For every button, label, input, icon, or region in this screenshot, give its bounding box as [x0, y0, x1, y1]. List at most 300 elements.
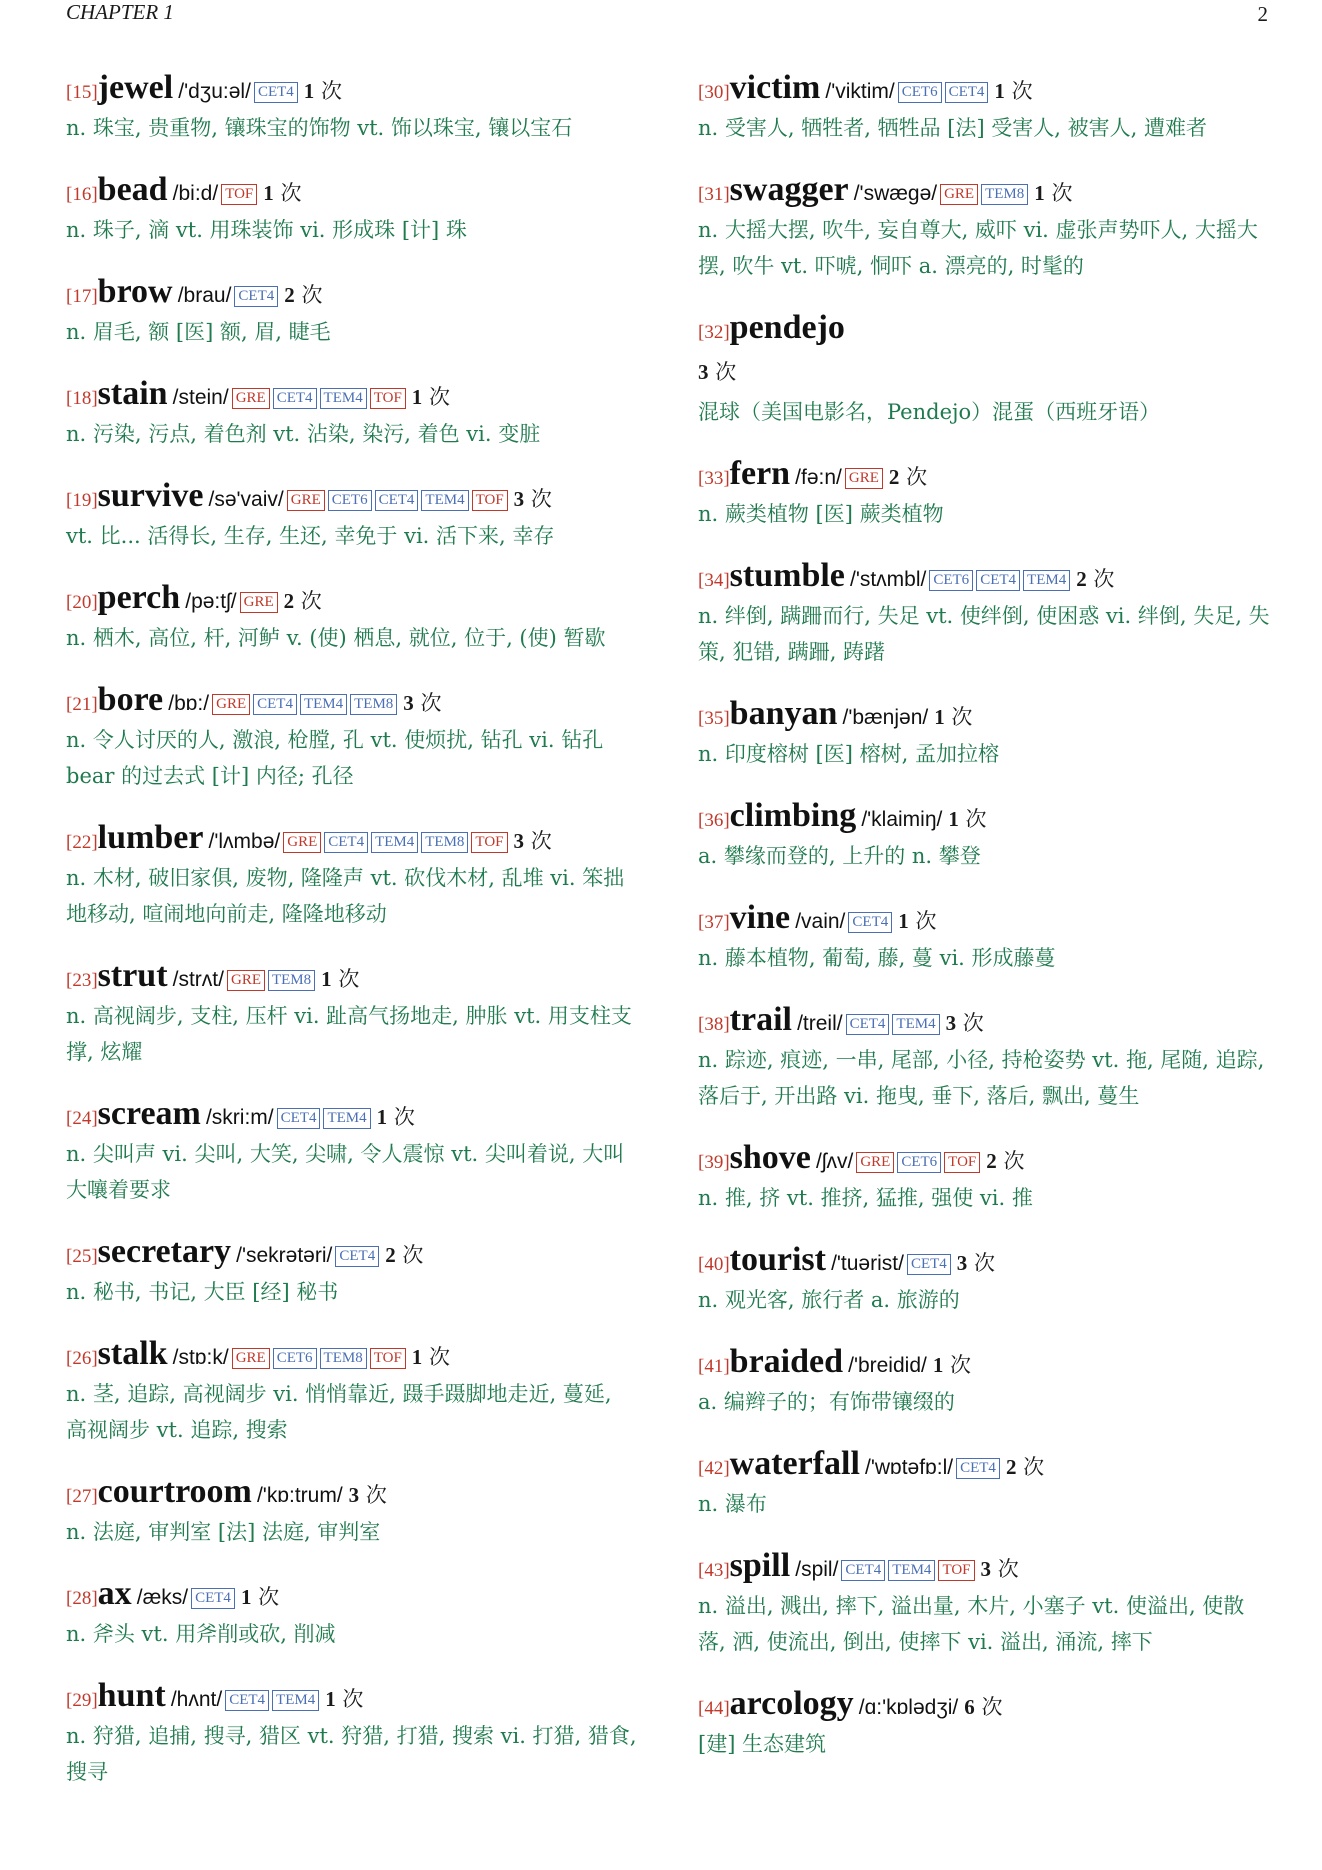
entry-word: scream [97, 1095, 201, 1132]
count-number: 3 [513, 829, 524, 853]
exam-tag: TEM8 [421, 832, 468, 853]
count-unit: 次 [950, 1353, 972, 1377]
exam-tag: TEM8 [350, 694, 397, 715]
entry-phonetic: /ɑ:'kɒlədʒi/ [858, 1696, 959, 1719]
entry-index: [27] [66, 1486, 98, 1507]
count-number: 1 [898, 909, 909, 933]
exam-tag: TOF [944, 1152, 980, 1173]
entry-phonetic: /'swægə/ [853, 182, 938, 205]
frequency-count [986, 1149, 1024, 1173]
entry-header [66, 270, 638, 314]
entry-definition: n. 法庭, 审判室 [法] 法庭, 审判室 [66, 1520, 381, 1544]
exam-tag: CET6 [929, 570, 973, 591]
entry-index: [18] [66, 388, 98, 409]
count-number: 1 [376, 1105, 388, 1129]
vocab-entry [698, 66, 1270, 146]
entry-header [66, 372, 638, 416]
count-number: 1 [303, 79, 315, 103]
vocab-entry [698, 168, 1270, 284]
entry-word: courtroom [97, 1473, 252, 1510]
entry-header [66, 1674, 638, 1718]
entry-index: [30] [698, 82, 730, 103]
count-number: 2 [888, 465, 900, 489]
exam-tag: CET6 [898, 82, 942, 103]
frequency-count [321, 967, 359, 991]
entry-phonetic: /'klaimiŋ/ [861, 808, 943, 831]
entry-phonetic: /treil/ [797, 1012, 843, 1035]
exam-tag: GRE [232, 388, 270, 409]
count-unit: 次 [320, 79, 342, 103]
frequency-count [948, 807, 986, 831]
frequency-count [933, 1353, 971, 1377]
entry-header [698, 306, 1270, 350]
entry-word: spill [729, 1547, 791, 1584]
entry-index: [43] [698, 1560, 730, 1581]
vocab-entry [698, 794, 1270, 874]
vocab-entry [698, 1238, 1270, 1318]
count-number: 3 [698, 360, 709, 384]
entry-header [66, 168, 638, 212]
frequency-count [284, 589, 322, 613]
count-unit: 次 [1093, 567, 1115, 591]
entry-word: pendejo [729, 309, 845, 346]
entry-definition: n. 蕨类植物 [医] 蕨类植物 [698, 502, 944, 526]
vocab-entry [66, 576, 638, 656]
entry-phonetic: /stein/ [172, 386, 229, 409]
exam-tag: TEM4 [1023, 570, 1070, 591]
vocab-entry [66, 816, 638, 932]
exam-tag: TEM4 [320, 388, 367, 409]
entry-header [698, 1340, 1270, 1384]
entry-word: survive [97, 477, 204, 514]
frequency-count [325, 1687, 363, 1711]
exam-tag: CET4 [375, 490, 419, 511]
entry-word: jewel [97, 69, 174, 106]
vocab-entry [698, 692, 1270, 772]
vocab-entry [66, 1332, 638, 1448]
vocab-entry [66, 270, 638, 350]
entry-header [698, 1442, 1270, 1486]
exam-tag: GRE [287, 490, 325, 511]
entry-index: [25] [66, 1246, 98, 1267]
exam-tag: TOF [221, 184, 257, 205]
entry-phonetic: /'lʌmbə/ [208, 830, 281, 853]
exam-tag: TEM4 [300, 694, 347, 715]
count-number: 1 [411, 385, 423, 409]
entry-word: perch [97, 579, 181, 616]
count-number: 6 [964, 1695, 975, 1719]
entry-definition: n. 大摇大摆, 吹牛, 妄自尊大, 威吓 vi. 虚张声势吓人, 大摇大摆, 吹牛 vt. 吓唬, 恫吓 a. 漂亮的, 时髦的 [698, 218, 1258, 278]
count-number: 2 [1005, 1455, 1017, 1479]
count-unit: 次 [965, 807, 987, 831]
entry-word: brow [97, 273, 173, 310]
vocab-entry [698, 1682, 1270, 1762]
entry-phonetic: /vain/ [795, 910, 846, 933]
exam-tag: GRE [240, 592, 278, 613]
vocab-entry [698, 306, 1270, 430]
count-unit: 次 [1003, 1149, 1025, 1173]
count-unit: 次 [420, 691, 442, 715]
exam-tag: TEM4 [371, 832, 418, 853]
exam-tag: TOF [938, 1560, 974, 1581]
entry-definition: n. 绊倒, 蹒跚而行, 失足 vt. 使绊倒, 使困惑 vi. 绊倒, 失足, 失策, 犯错, 蹒跚, 踌躇 [698, 604, 1270, 664]
count-number: 2 [284, 283, 295, 307]
vocab-entry [66, 168, 638, 248]
entry-header [66, 1230, 638, 1274]
entry-phonetic: /æks/ [136, 1586, 189, 1609]
frequency-count [403, 691, 441, 715]
entry-definition: n. 狩猎, 追捕, 搜寻, 猎区 vt. 狩猎, 打猎, 搜索 vi. 打猎, 猎食, 搜寻 [66, 1724, 637, 1784]
entry-definition: n. 推, 挤 vt. 推挤, 猛推, 强使 vi. 推 [698, 1186, 1033, 1210]
count-number: 1 [263, 181, 274, 205]
entry-index: [16] [66, 184, 98, 205]
entry-definition: n. 观光客, 旅行者 a. 旅游的 [698, 1288, 960, 1312]
count-number: 1 [325, 1687, 336, 1711]
entry-word: stain [97, 375, 168, 412]
exam-tag: CET4 [277, 1108, 321, 1129]
entry-word: shove [729, 1139, 811, 1176]
count-number: 2 [283, 589, 295, 613]
frequency-count [1034, 181, 1072, 205]
entry-word: vine [729, 899, 791, 936]
entry-word: swagger [729, 171, 849, 208]
frequency-count [698, 360, 736, 384]
entry-header [66, 816, 638, 860]
count-number: 2 [1076, 567, 1087, 591]
count-number: 1 [932, 1353, 944, 1377]
vocab-entry [698, 1442, 1270, 1522]
frequency-count [377, 1105, 415, 1129]
entry-index: [28] [66, 1588, 98, 1609]
entry-header [698, 66, 1270, 110]
entry-definition: n. 珠宝, 贵重物, 镶珠宝的饰物 vt. 饰以珠宝, 镶以宝石 [66, 116, 573, 140]
frequency-count [981, 1557, 1019, 1581]
entry-phonetic: /'tuərist/ [831, 1252, 904, 1275]
count-unit: 次 [1011, 79, 1033, 103]
frequency-count [284, 283, 322, 307]
count-unit: 次 [715, 360, 737, 384]
count-unit: 次 [981, 1695, 1003, 1719]
entry-definition: n. 藤本植物, 葡萄, 藤, 蔓 vi. 形成藤蔓 [698, 946, 1056, 970]
entry-phonetic: /'breidid/ [848, 1354, 927, 1377]
count-unit: 次 [258, 1585, 280, 1609]
entry-definition: n. 栖木, 高位, 杆, 河鲈 v. (使) 栖息, 就位, 位于, (使) 暂歇 [66, 626, 606, 650]
exam-tag: CET4 [225, 1690, 269, 1711]
count-unit: 次 [915, 909, 937, 933]
entry-word: lumber [97, 819, 204, 856]
exam-tag: GRE [212, 694, 250, 715]
exam-tag: CET4 [945, 82, 989, 103]
entry-header [698, 168, 1270, 212]
entry-header [698, 998, 1270, 1042]
entry-phonetic: /'dʒu:əl/ [178, 80, 251, 103]
exam-tag: GRE [940, 184, 978, 205]
entry-phonetic: /stɒ:k/ [172, 1346, 229, 1369]
entry-phonetic: /'bænjən/ [842, 706, 929, 729]
vocab-entry [698, 1544, 1270, 1660]
count-unit: 次 [997, 1557, 1019, 1581]
entry-word: hunt [97, 1677, 166, 1714]
entry-phonetic: /strʌt/ [172, 968, 224, 991]
count-unit: 次 [962, 1011, 984, 1035]
vocab-entry [698, 998, 1270, 1114]
count-number: 1 [1034, 181, 1045, 205]
exam-tag: CET4 [273, 388, 317, 409]
frequency-count [514, 487, 552, 511]
vocab-entry [66, 1092, 638, 1208]
entry-header [66, 66, 638, 110]
count-number: 1 [934, 705, 945, 729]
frequency-count [1076, 567, 1114, 591]
exam-tag: TOF [370, 1348, 406, 1369]
vocab-entry [66, 1674, 638, 1790]
entry-index: [17] [66, 286, 98, 307]
exam-tag: CET6 [897, 1152, 941, 1173]
entry-header [698, 554, 1270, 598]
entry-definition: [建] 生态建筑 [698, 1732, 827, 1756]
entry-definition: n. 踪迹, 痕迹, 一串, 尾部, 小径, 持枪姿势 vt. 拖, 尾随, 追踪, 落后于, 开出路 vi. 拖曳, 垂下, 落后, 飘出, 蔓生 [698, 1048, 1265, 1108]
entry-phonetic: /fə:n/ [795, 466, 842, 489]
entry-header [698, 1238, 1270, 1282]
entry-header [698, 1136, 1270, 1180]
entry-index: [34] [698, 570, 730, 591]
count-number: 3 [945, 1011, 957, 1035]
exam-tag: CET4 [335, 1246, 379, 1267]
entry-header [698, 1682, 1270, 1726]
entry-word: bead [97, 171, 168, 208]
entry-header [698, 452, 1270, 496]
entry-header [66, 576, 638, 620]
count-unit: 次 [428, 1345, 450, 1369]
entry-index: [20] [66, 592, 98, 613]
exam-tag: TEM4 [272, 1690, 319, 1711]
entry-index: [40] [698, 1254, 730, 1275]
count-number: 1 [994, 79, 1005, 103]
count-number: 3 [980, 1557, 992, 1581]
entry-word: waterfall [729, 1445, 860, 1482]
exam-tag: TEM8 [268, 970, 315, 991]
vocab-entry [66, 678, 638, 794]
entry-phonetic: /bɒ:/ [168, 692, 210, 715]
count-unit: 次 [338, 967, 360, 991]
count-number: 1 [240, 1585, 252, 1609]
entry-phonetic: /ʃʌv/ [815, 1150, 854, 1173]
entry-phonetic: /bi:d/ [172, 182, 219, 205]
exam-tag: CET4 [907, 1254, 951, 1275]
entry-index: [42] [698, 1458, 730, 1479]
vocab-entry [66, 1572, 638, 1652]
entry-word: victim [729, 69, 821, 106]
count-unit: 次 [402, 1243, 424, 1267]
entry-phonetic: /brau/ [177, 284, 232, 307]
count-unit: 次 [530, 829, 552, 853]
entry-phonetic: /'kɒ:trum/ [256, 1484, 343, 1507]
entry-phonetic: /'stʌmbl/ [849, 568, 927, 591]
entry-header [698, 896, 1270, 940]
entry-definition: n. 秘书, 书记, 大臣 [经] 秘书 [66, 1280, 339, 1304]
entry-header [66, 1332, 638, 1376]
count-unit: 次 [301, 283, 323, 307]
entry-word: stumble [729, 557, 845, 594]
entry-header [66, 1470, 638, 1514]
entry-definition: n. 尖叫声 vi. 尖叫, 大笑, 尖啸, 令人震惊 vt. 尖叫着说, 大叫大嚷着要求 [66, 1142, 625, 1202]
count-unit: 次 [906, 465, 928, 489]
entry-definition: n. 珠子, 滴 vt. 用珠装饰 vi. 形成珠 [计] 珠 [66, 218, 467, 242]
entry-word: fern [729, 455, 791, 492]
entry-definition: n. 高视阔步, 支柱, 压杆 vi. 趾高气扬地走, 肿胀 vt. 用支柱支撑, 炫耀 [66, 1004, 632, 1064]
entry-index: [37] [698, 912, 730, 933]
vocab-entry [66, 372, 638, 452]
entry-index: [23] [66, 970, 98, 991]
entry-definition: a. 编辫子的；有饰带镶缀的 [698, 1390, 955, 1414]
exam-tag: TEM4 [421, 490, 468, 511]
page-number: 2 [1257, 2, 1268, 26]
entry-phonetic: /'sekrətəri/ [236, 1244, 333, 1267]
frequency-count [994, 79, 1032, 103]
entry-word: banyan [729, 695, 838, 732]
entry-word: tourist [729, 1241, 826, 1278]
frequency-count [934, 705, 972, 729]
frequency-count [349, 1483, 387, 1507]
entry-word: braided [729, 1343, 844, 1380]
entry-index: [29] [66, 1690, 98, 1711]
entry-index: [32] [698, 322, 730, 343]
entry-index: [35] [698, 708, 730, 729]
vocab-entry [66, 954, 638, 1070]
entry-phonetic: /skri:m/ [205, 1106, 274, 1129]
vocab-entry [698, 1340, 1270, 1420]
entry-definition: vt. 比... 活得长, 生存, 生还, 幸免于 vi. 活下来, 幸存 [66, 524, 555, 548]
entry-word: stalk [97, 1335, 168, 1372]
entry-header [66, 1572, 638, 1616]
entry-header [66, 678, 638, 722]
entry-header [698, 692, 1270, 736]
entry-word: secretary [97, 1233, 232, 1270]
entry-word: trail [729, 1001, 792, 1038]
count-number: 2 [986, 1149, 997, 1173]
exam-tag: CET4 [324, 832, 368, 853]
entry-index: [15] [66, 82, 98, 103]
entry-definition: n. 污染, 污点, 着色剂 vt. 沾染, 染污, 着色 vi. 变脏 [66, 422, 541, 446]
entry-index: [33] [698, 468, 730, 489]
count-number: 3 [956, 1251, 968, 1275]
frequency-count [1006, 1455, 1044, 1479]
count-unit: 次 [951, 705, 973, 729]
exam-tag: CET4 [254, 82, 298, 103]
entry-phonetic: /'viktim/ [825, 80, 895, 103]
exam-tag: GRE [283, 832, 321, 853]
count-unit: 次 [393, 1105, 415, 1129]
entry-index: [24] [66, 1108, 98, 1129]
vocab-entry [66, 1470, 638, 1550]
entry-index: [22] [66, 832, 98, 853]
count-unit: 次 [1023, 1455, 1045, 1479]
entry-word: bore [97, 681, 164, 718]
exam-tag: GRE [845, 468, 883, 489]
exam-tag: CET6 [328, 490, 372, 511]
entry-header [66, 474, 638, 518]
entry-definition: n. 斧头 vt. 用斧削或砍, 削减 [66, 1622, 336, 1646]
exam-tag: TEM4 [323, 1108, 370, 1129]
entry-index: [36] [698, 810, 730, 831]
entry-index: [26] [66, 1348, 98, 1369]
count-unit: 次 [530, 487, 552, 511]
vocab-entry [698, 554, 1270, 670]
entry-index: [21] [66, 694, 98, 715]
count-unit: 次 [1051, 181, 1073, 205]
exam-tag: GRE [227, 970, 265, 991]
frequency-count [946, 1011, 984, 1035]
vocab-entry [66, 1230, 638, 1310]
exam-tag: CET6 [273, 1348, 317, 1369]
exam-tag: CET4 [976, 570, 1020, 591]
exam-tag: CET4 [848, 912, 892, 933]
exam-tag: CET4 [253, 694, 297, 715]
entry-phonetic: /hʌnt/ [170, 1688, 223, 1711]
count-number: 1 [411, 1345, 423, 1369]
entry-header [66, 954, 638, 998]
right-column [698, 66, 1270, 1784]
frequency-count [304, 79, 342, 103]
count-unit: 次 [342, 1687, 364, 1711]
entry-header [66, 1092, 638, 1136]
entry-word: strut [97, 957, 168, 994]
entry-definition: n. 令人讨厌的人, 激浪, 枪膛, 孔 vt. 使烦扰, 钻孔 vi. 钻孔 bear 的过去式 [计] 内径; 孔径 [66, 728, 604, 788]
exam-tag: GRE [856, 1152, 894, 1173]
frequency-count [514, 829, 552, 853]
entry-definition: n. 瀑布 [698, 1492, 767, 1516]
entry-index: [38] [698, 1014, 730, 1035]
exam-tag: TEM8 [320, 1348, 367, 1369]
entry-word: climbing [729, 797, 857, 834]
frequency-count [957, 1251, 995, 1275]
entry-word: arcology [729, 1685, 854, 1722]
entry-definition: n. 溢出, 溅出, 摔下, 溢出量, 木片, 小塞子 vt. 使溢出, 使散落, 洒, 使流出, 倒出, 使摔下 vi. 溢出, 涌流, 摔下 [698, 1594, 1245, 1654]
count-line [698, 350, 1270, 394]
exam-tag: CET4 [234, 286, 278, 307]
frequency-count [385, 1243, 423, 1267]
vocab-entry [66, 474, 638, 554]
count-number: 1 [321, 967, 332, 991]
entry-phonetic: /sə'vaiv/ [208, 488, 284, 511]
frequency-count [898, 909, 936, 933]
entry-definition: n. 眉毛, 额 [医] 额, 眉, 睫毛 [66, 320, 331, 344]
entry-index: [39] [698, 1152, 730, 1173]
vocab-entry [698, 452, 1270, 532]
count-unit: 次 [280, 181, 302, 205]
exam-tag: CET4 [841, 1560, 885, 1581]
entry-definition: 混球（美国电影名，Pendejo）混蛋（西班牙语） [698, 400, 1161, 424]
vocab-entry [698, 1136, 1270, 1216]
count-unit: 次 [428, 385, 450, 409]
entry-word: ax [97, 1575, 132, 1612]
frequency-count [889, 465, 927, 489]
vocab-entry [66, 66, 638, 146]
frequency-count [964, 1695, 1002, 1719]
exam-tag: TOF [471, 832, 507, 853]
entry-header [698, 794, 1270, 838]
entry-index: [41] [698, 1356, 730, 1377]
exam-tag: TEM8 [981, 184, 1028, 205]
entry-definition: n. 印度榕树 [医] 榕树, 孟加拉榕 [698, 742, 999, 766]
exam-tag: CET4 [191, 1588, 235, 1609]
exam-tag: GRE [232, 1348, 270, 1369]
frequency-count [412, 1345, 450, 1369]
entry-index: [19] [66, 490, 98, 511]
count-number: 2 [385, 1243, 396, 1267]
exam-tag: TEM4 [892, 1014, 939, 1035]
exam-tag: CET4 [956, 1458, 1000, 1479]
